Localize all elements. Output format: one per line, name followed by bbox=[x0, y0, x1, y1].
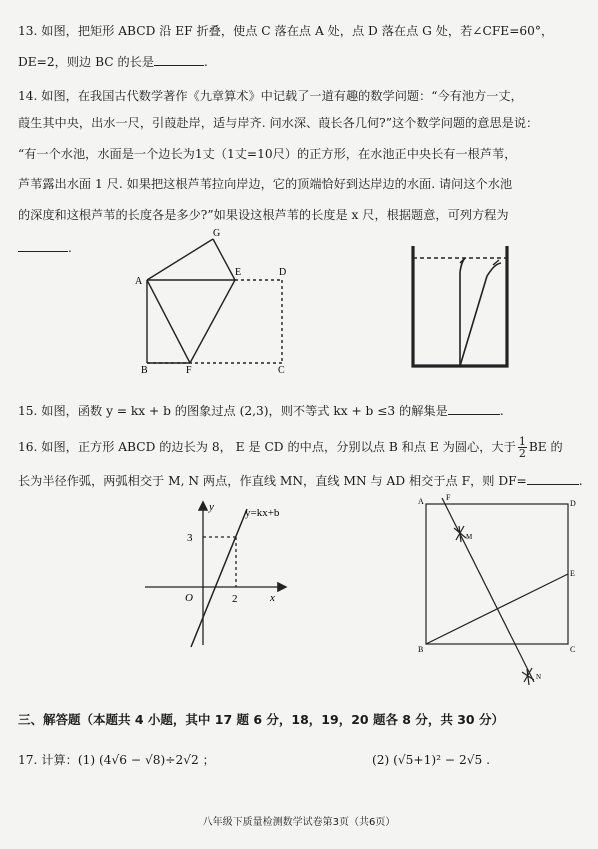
y-axis-label: y bbox=[209, 501, 214, 513]
q15-line bbox=[18, 403, 504, 419]
q14-line3: “有一个水池，水面是一个边长为1丈（1丈=10尺）的正方形，在水池正中央长有一根芦苇， bbox=[18, 147, 517, 161]
q16-end: . bbox=[578, 474, 583, 488]
fig16-label-c: C bbox=[570, 645, 576, 654]
q17-expr1: (4√6 − √8)÷2√2 ； bbox=[98, 753, 215, 767]
q17-part1 bbox=[18, 752, 215, 768]
fig16-label-f: F bbox=[446, 493, 451, 502]
fig13-label-f: F bbox=[186, 365, 192, 375]
q13-text: DE=2，则边 BC 的长是 bbox=[18, 55, 155, 69]
q17-part2-label: (2) bbox=[372, 753, 390, 767]
fig16-label-a: A bbox=[418, 497, 424, 506]
q16-line1 bbox=[18, 436, 563, 459]
fig13-label-e: E bbox=[235, 267, 242, 278]
square-abcd bbox=[426, 504, 568, 644]
q16-text-b: BE 的 bbox=[528, 440, 563, 454]
q16-text-c: 长为半径作弧，两弧相交于 M, N 两点，作直线 MN，直线 MN 与 AD 相交于点 F，则 DF= bbox=[18, 474, 527, 488]
page-footer: 八年级下质量检测数学试卷第3页（共6页） bbox=[202, 817, 396, 828]
fig13-label-g: G bbox=[213, 228, 221, 239]
q13-line2 bbox=[18, 54, 208, 70]
pond-reed-figure bbox=[405, 238, 515, 373]
y-tick-label: 3 bbox=[187, 532, 193, 544]
q14-line1: 14. 如图，在我国古代数学著作《九章算术》中记载了一道有趣的数学问题：“今有池方一丈， bbox=[18, 89, 523, 103]
linear-function-figure bbox=[135, 495, 305, 655]
q14-answer-blank[interactable] bbox=[18, 251, 68, 252]
q16-fraction bbox=[518, 436, 527, 459]
q16-frac-num: 1 bbox=[518, 435, 526, 448]
q14-end: . bbox=[68, 241, 72, 255]
q14-line5: 的深度和这根芦苇的长度各是多少?”如果设这根芦苇的长度是 x 尺，根据题意，可列方程为 bbox=[18, 208, 509, 222]
q15-answer-blank[interactable] bbox=[448, 414, 500, 415]
q14-line4: 芦苇露出水面 1 尺. 如果把这根芦苇拉向岸边，它的顶端恰好到达岸边的水面. 请问这个水池 bbox=[18, 177, 513, 191]
x-tick-label: 2 bbox=[232, 593, 238, 605]
q16-text-a: 16. 如图，正方形 ABCD 的边长为 8， E 是 CD 的中点，分别以点 B 和点 E 为圆心，大于 bbox=[18, 440, 516, 454]
section-3-heading: 三、解答题（本题共 4 小题，其中 17 题 6 分，18，19，20 题各 8 分，共 30 分） bbox=[18, 712, 504, 727]
q14-answer-line bbox=[18, 240, 72, 256]
q13-answer-blank[interactable] bbox=[154, 65, 204, 66]
fig13-label-d: D bbox=[279, 267, 287, 278]
origin-label: O bbox=[185, 592, 193, 604]
q15-end: . bbox=[499, 404, 504, 418]
q17-expr2: (√5+1)² − 2√5 . bbox=[393, 753, 491, 767]
fig16-label-d: D bbox=[570, 499, 576, 508]
q13-end: . bbox=[204, 55, 208, 69]
fig16-label-n: N bbox=[536, 673, 542, 681]
q17-label: 17. 计算：(1) bbox=[18, 753, 96, 767]
square-bisector-figure bbox=[410, 492, 580, 692]
fig13-label-a: A bbox=[135, 276, 143, 287]
x-axis-label: x bbox=[270, 592, 275, 604]
function-label: y=kx+b bbox=[245, 507, 280, 519]
q17-part2 bbox=[372, 752, 490, 768]
function-line bbox=[191, 509, 247, 647]
q14-line2: 葭生其中央，出水一尺，引葭赴岸，适与岸齐. 问水深、葭长各几何?”这个数学问题的意思是说： bbox=[18, 116, 539, 130]
q16-line2 bbox=[18, 473, 583, 489]
fig16-label-e: E bbox=[570, 569, 575, 578]
fold-rectangle-figure bbox=[125, 225, 310, 375]
q13-line1: 13. 如图，把矩形 ABCD 沿 EF 折叠，使点 C 落在点 A 处，点 D 落在点 G 处，若∠CFE=60°， bbox=[18, 24, 554, 38]
fig13-label-b: B bbox=[141, 365, 148, 375]
fig16-label-b: B bbox=[418, 645, 424, 654]
fig16-label-m: M bbox=[466, 533, 473, 541]
q16-answer-blank[interactable] bbox=[527, 484, 579, 485]
q16-frac-den: 2 bbox=[518, 447, 526, 460]
line-mn bbox=[442, 498, 534, 682]
fig13-label-c: C bbox=[278, 365, 285, 375]
q15-text: 15. 如图，函数 y = kx + b 的图象过点 (2,3)，则不等式 kx + b ≤3 的解集是 bbox=[18, 404, 448, 418]
